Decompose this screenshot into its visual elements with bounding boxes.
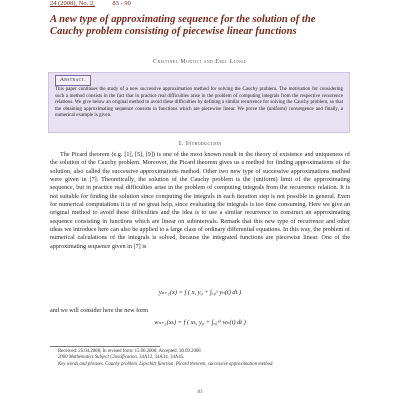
- body-paragraph: The Picard theorem (e.g. [1], [5], [9]) is one of the most known result in the theory of existence and uniqueness of the solution of the Cauchy problem. Moreover, the Picard theorem gives us a method for finding approximations of the solution, also called the successive approximations method. Other two new type of successive approximations method were given in [7]. Theoretically, the solution of the Cauchy problem is the (uniform) limit of the approximating sequence, but in practice real difficulties arise in the problem of computing integrals from the recurrence relation. It is not suitable for finding the solution since computing the integrals in each iteration step is not possible in general. Even for numerical computations it is of no great help, since evaluating the integrals is too time consuming. Here we give an original method to avoid these difficulties and the idea is to use a similar recurrence to construct an approximating sequence consisting in functions which are linear on subintervals. Remark that this new type of recurrence and other ideas we introduce here can also be applied to a large class of ordinary differential equations. In this way, the problem of numerical calculations of the integrals is solved, because the integrated functions are piecewise linear. One of the approximating sequence given in [7] is: [50, 151, 350, 250]
- page-number: 83: [197, 390, 203, 395]
- paper-authors: Cristinel Mortici and Emil Lungu: [153, 59, 247, 65]
- equation-1: yₙ₊₁(x) = f ( x, y₀ + ∫ₓ₀ˣ yₙ(t) dt ): [158, 289, 242, 296]
- paper-title: A new type of approximating sequence for the solution of the Cauchy problem consisting of piecewise linear functions: [50, 14, 316, 37]
- footnote-rule: [50, 346, 160, 347]
- equation-2: wₙ₊₁(xₖ) = f ( xₖ, y₀ + ∫ₓ₀ˣᵏ wₙ(t) dt ): [154, 319, 246, 326]
- keywords-value: Cauchy problem, Lipschitz function, Picard theorem, successive approximation method.: [105, 361, 274, 367]
- footnotes: [58, 349, 348, 368]
- between-text: and we will consider here the new form: [50, 307, 149, 314]
- section-heading: 1. Introduction: [178, 140, 222, 147]
- abstract-box: [48, 72, 350, 133]
- msc-value: 34A12, 34A34, 34A45.: [139, 355, 185, 361]
- abstract-label: Abstract.: [55, 75, 91, 86]
- journal-header: [50, 0, 131, 8]
- journal-volume[interactable]: 24 (2008), No. 2,: [50, 0, 95, 7]
- keywords-label: Key words and phrases.: [58, 361, 104, 367]
- received-dates: Received: 25.04.2008; In revised form: 15.06.2008; Accepted: 30.09.2008: [58, 349, 201, 354]
- abstract-text: This paper continues the study of a new successive approximation method for solving the Cauchy problem. The motivation for considering such a method consists in the fact that in practice real difficulties arise in the problem of computing integrals from the respective recurrence relations. We give below an original method to avoid these difficulties by defining a similar recurrence for solving the Cauchy problem, so that the obtaining approximating sequence consists in functions which are piecewise linear. We prove the (uniform) convergence and finally, a numerical example is given.: [55, 87, 343, 119]
- keywords-line: [58, 362, 348, 368]
- msc-label: 2000 Mathematics Subject Classification.: [58, 355, 138, 361]
- journal-pages: 83 - 90: [112, 0, 131, 7]
